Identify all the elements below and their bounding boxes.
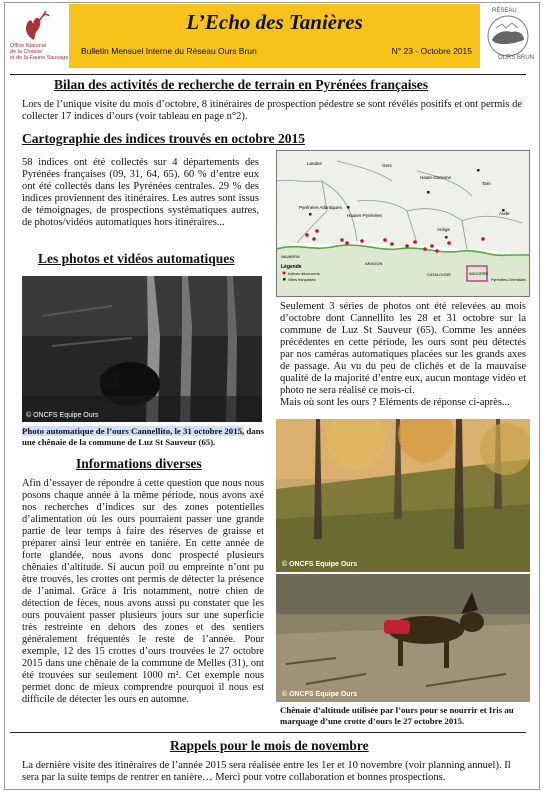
camera-trap-scene	[22, 276, 262, 422]
camera-trap-caption	[22, 426, 266, 447]
map-graphic	[277, 151, 530, 297]
photos-question: Mais où sont les ours ? Eléments de réponse ci-après...	[280, 397, 510, 408]
issue-number: N° 23 - Octobre 2015	[391, 46, 472, 56]
bilan-text: Lors de l’unique visite du mois d’octobre, 8 itinéraires de prospection pédestre se sont révélés positifs et ont permis de collecter 17 indices d’ours (voir tableau en page n°2).	[22, 99, 522, 122]
map-label: Landes	[307, 161, 322, 166]
newsletter-subtitle: Bulletin Mensuel Interne du Réseau Ours Brun	[81, 46, 257, 56]
caption-rest: dans une chênaie de la commune de Luz St Sauveur (65).	[22, 426, 265, 447]
section-heading-bilan: Bilan des activités de recherche de terrain en Pyrénées françaises	[54, 77, 429, 92]
photos-text	[280, 301, 526, 409]
org-line-2: de la Chasse	[10, 49, 43, 55]
cartographie-text: 58 indices ont été collectés sur 4 départements des Pyrénées françaises (09, 31, 64, 65). 60 % d’entre eux ont été collectés dans les Pyrénées centrales. 29 % des indices proviennent des itinéraires. Les autres sont issus de témoignages, de prospections systématiques autres, de photos/vidéos automatiques hors itinéraires...	[22, 157, 259, 228]
map-label: Ariège	[437, 227, 451, 232]
logo-text-bottom: OURS BRUN	[498, 55, 535, 61]
detection-dog-scene	[276, 574, 530, 702]
informations-text: Afin d’essayer de répondre à cette question que nous nous posons chaque année à la même période, nous avons axé nos recherches d’indices sur des zones potentielles d’alimentation où les ours pourraient passer une grande partie de leur temps à faire des réserves de graisse et préparer ainsi leur entrée en tanière. En cette année de forte glandée, nous avons donc prospecté plusieurs chênaies d’altitude. Si aucun poil ou empreinte n’ont pu être trouvés, les crottes ont permis de détecter la présence de l’animal. Grâce à Iris notamment, notre chien de détection de fèces, nous avons aussi pu constater que les ours pouvaient passer plusieurs jours sur une superficie très restreinte en dehors des zones et des sentiers généralement fréquentés le reste de l’année. Pour exemple, 12 des 15 crottes d’ours trouvées le 27 octobre 2015 dans une chênaie de la commune de Melles (31), ont été trouvées sur seulement 1000 m². Cet exemple nous permet donc de mieux comprendre pourquoi il nous est difficile de détecter les ours en automne.	[22, 478, 264, 705]
forest-photo-credit: © ONCFS Equipe Ours	[282, 561, 358, 568]
org-line-3: et de la Faune Sauvage	[10, 55, 69, 61]
map-label: Haute-Garonne	[420, 175, 452, 180]
map-label: CATALOGNE	[427, 272, 452, 277]
map-label: Tarn	[482, 181, 491, 186]
map-label: Gers	[382, 163, 392, 168]
map-label: Pyrénées-Atlantiques	[299, 205, 342, 210]
rappels-text: La dernière visite des itinéraires de l’année 2015 sera réalisée entre les 1er et 10 novembre (voir planning annuel). Il sera par la suite temps de rentrer en tanière… Merci pour votre collaboration et bonnes prospections.	[22, 760, 511, 783]
pyrenees-map	[276, 150, 530, 297]
map-legend-title: Légende	[281, 264, 302, 270]
org-line-1: Office National	[10, 43, 46, 49]
reseau-ours-brun-logo	[482, 6, 534, 66]
photo-credit: © ONCFS Equipe Ours	[26, 412, 99, 419]
map-label: Pyrénées-Orientales	[491, 278, 526, 282]
oncfs-logo	[6, 10, 68, 66]
forest-dog-caption: Chênaie d’altitude utilisée par l’ours pour se nourrir et Iris au marquage d’une crotte d’ours le 27 octobre 2015.	[280, 705, 514, 726]
map-legend-item: Indices découverts	[288, 272, 320, 276]
map-label: ARAGON	[365, 261, 383, 266]
detection-dog-photo	[276, 574, 530, 702]
map-label: NAVARRA	[281, 254, 300, 259]
section-heading-rappels: Rappels pour le mois de novembre	[170, 738, 369, 753]
divider	[10, 74, 526, 75]
logo-text-top: RÉSEAU	[492, 8, 517, 14]
section-heading-cartographie: Cartographie des indices trouvés en octobre 2015	[22, 131, 305, 146]
divider	[10, 732, 526, 733]
map-label: Hautes-Pyrénées	[347, 213, 382, 218]
caption-highlight: Photo automatique de l’ours Cannellito, le 31 octobre 2015,	[22, 426, 245, 436]
camera-trap-photo	[22, 276, 262, 422]
oak-forest-scene	[276, 419, 530, 572]
photos-paragraph: Seulement 3 séries de photos ont été relevées au mois d’octobre dont Cannellito les 28 et 31 octobre sur la commune de Luz St Sauveur (65). Comme les années précédentes en cette période, les ours sont peu détectés par nos caméras automatiques placées sur les grands axes de passage. Au vu du peu de clichés et de la mauvaise qualité de la majorité d’entre eux, aucun montage vidéo et photo ne sera réalisé ce mois-ci.	[280, 301, 526, 396]
map-legend-item: Villes françaises	[288, 278, 316, 282]
deer-icon	[16, 10, 56, 44]
map-label: Aude	[499, 211, 510, 216]
section-heading-photos: Les photos et vidéos automatiques	[38, 251, 235, 266]
oak-forest-photo	[276, 419, 530, 572]
dog-photo-credit: © ONCFS Equipe Ours	[282, 691, 358, 698]
section-heading-informations: Informations diverses	[76, 456, 202, 471]
map-label: ANDORRE	[469, 272, 488, 276]
header-banner	[69, 4, 480, 68]
newsletter-title: L’Echo des Tanières	[186, 10, 363, 34]
